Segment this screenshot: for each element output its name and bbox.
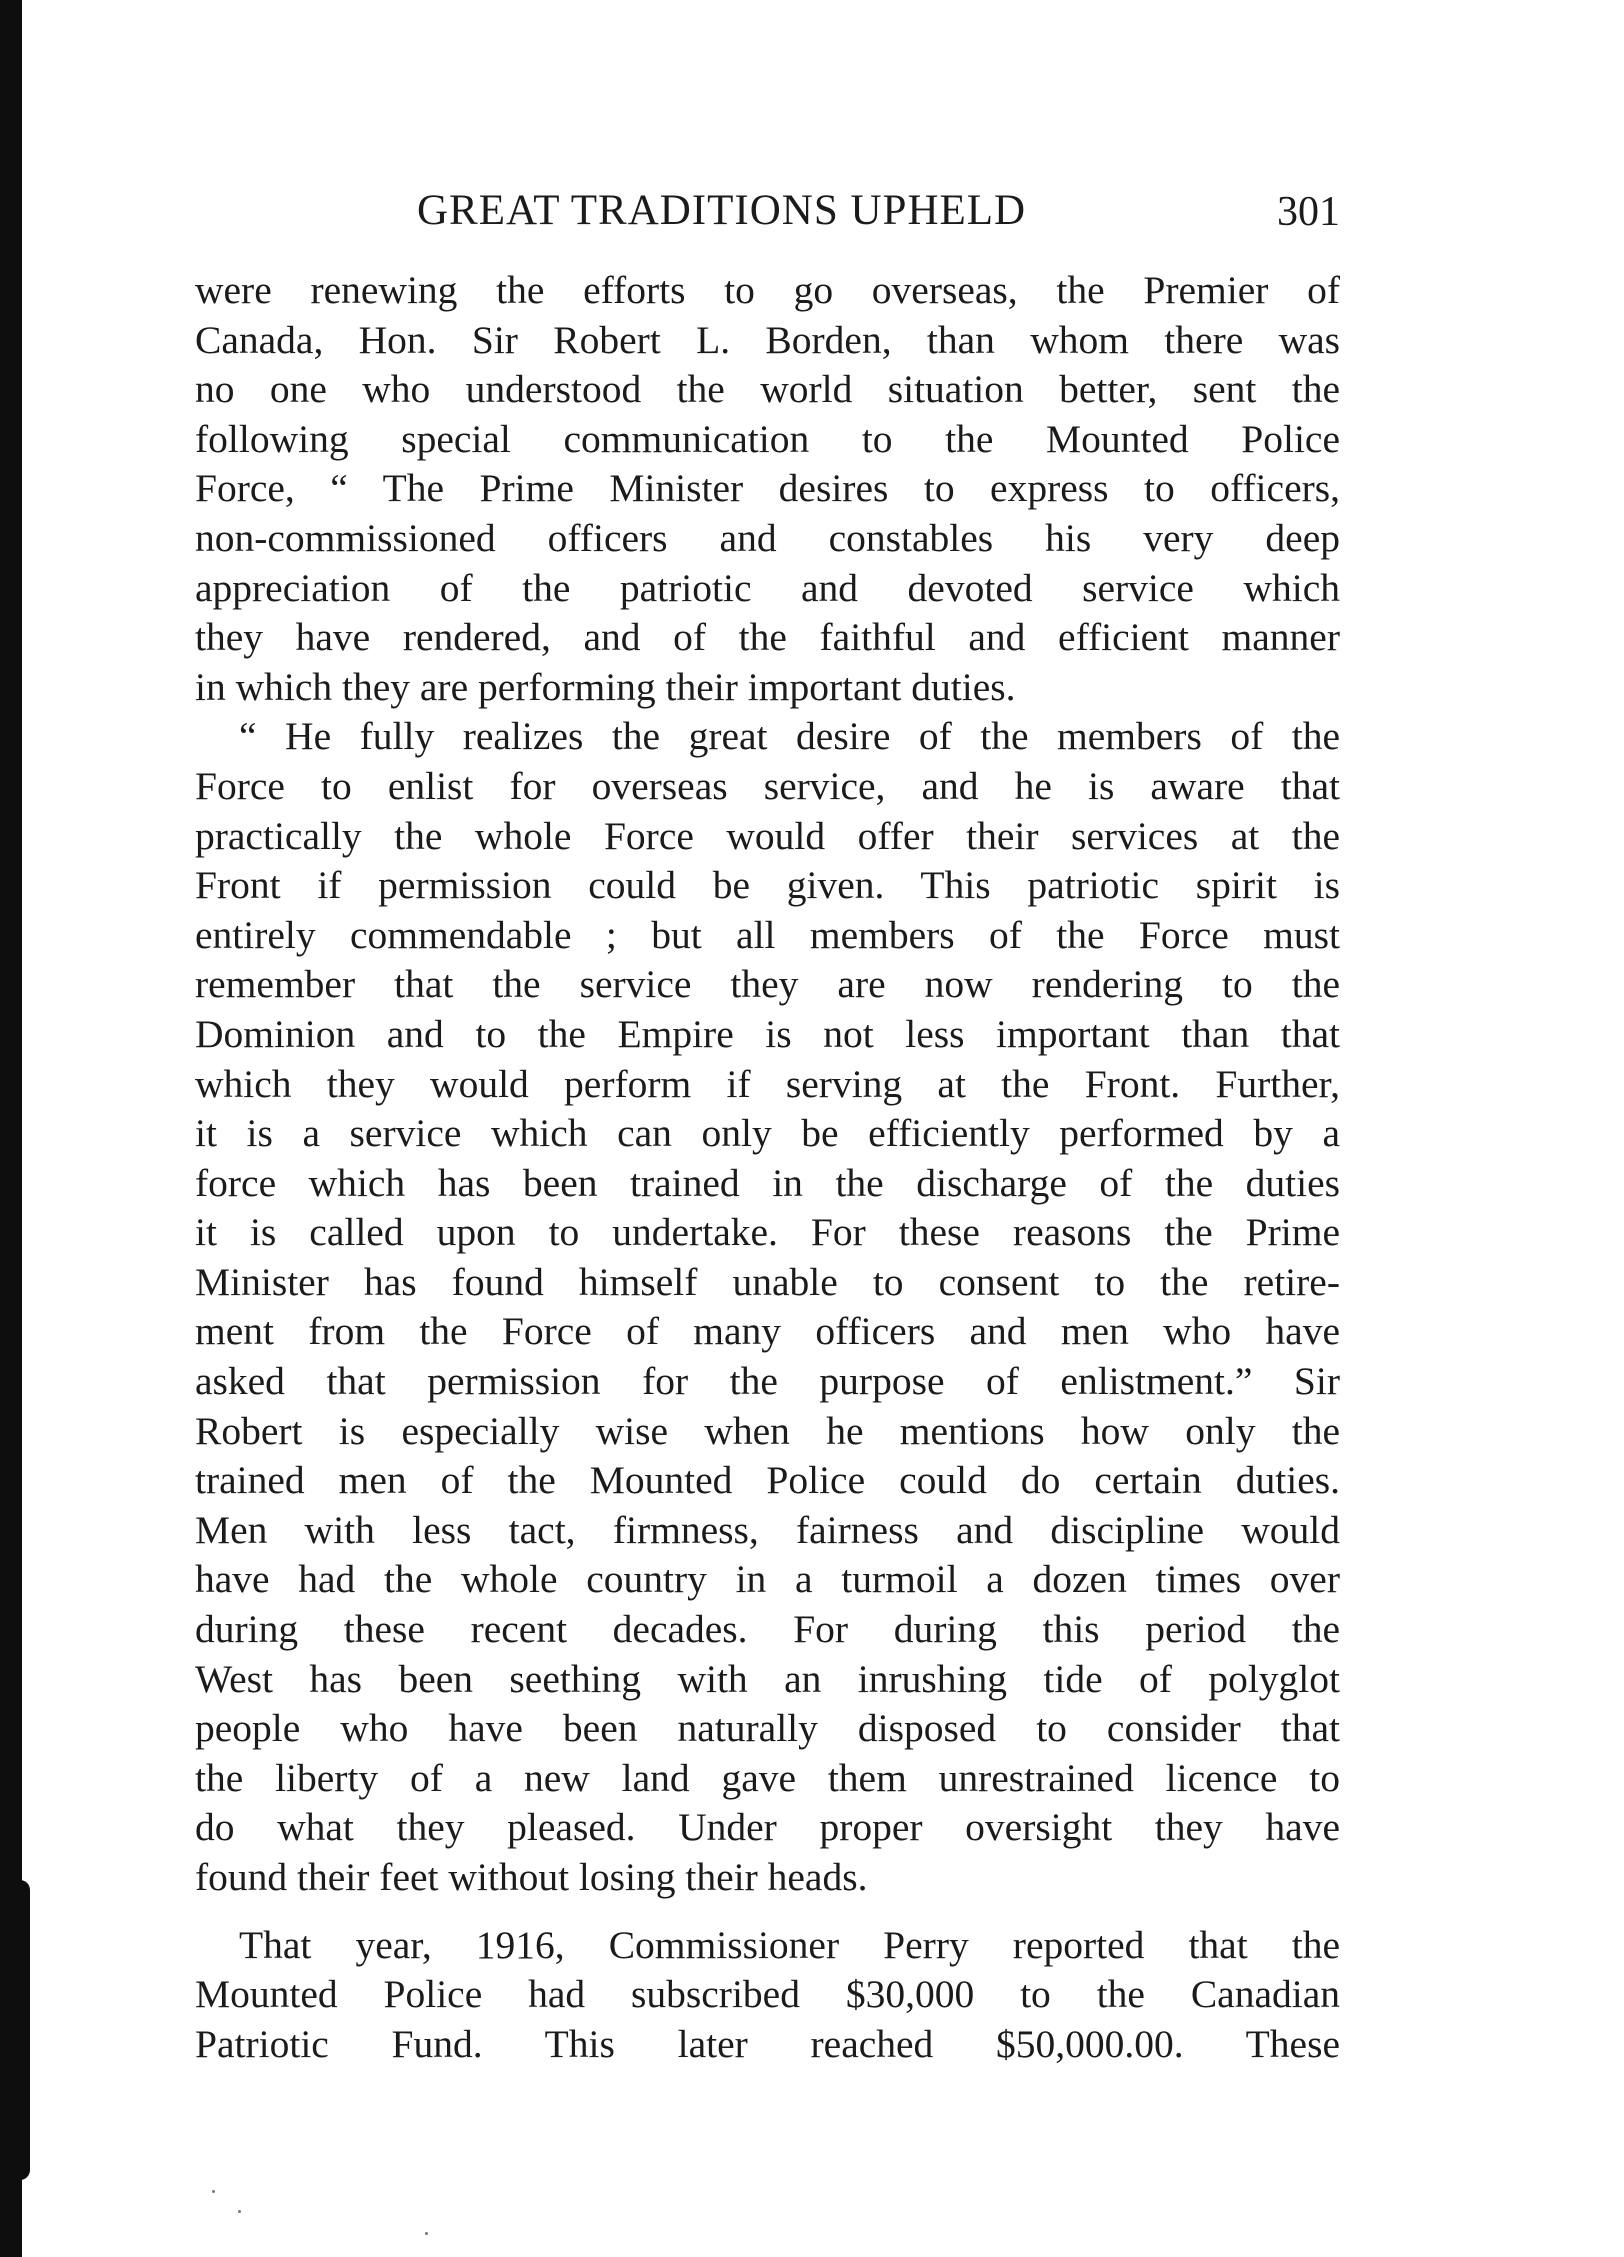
- text-line: That year, 1916, Commissioner Perry reported that the: [239, 1922, 1340, 1967]
- scan-speck: [425, 2232, 428, 2235]
- text-line: no one who understood the world situation better, sent the: [195, 367, 1340, 412]
- text-line: non-commissioned officers and constables his very deep: [195, 515, 1340, 560]
- text-line: remember that the service they are now rendering to the: [195, 962, 1340, 1007]
- text-line: trained men of the Mounted Police could do certain duties.: [195, 1458, 1340, 1503]
- text-line: were renewing the efforts to go overseas, the Premier of: [195, 268, 1340, 312]
- text-line: Robert is especially wise when he mentions how only the: [195, 1408, 1340, 1453]
- text-line: “ He fully realizes the great desire of the members of the: [239, 714, 1340, 759]
- text-line: Force to enlist for overseas service, and he is aware that: [195, 763, 1340, 808]
- scan-speck: [238, 2210, 241, 2213]
- text-line: people who have been naturally disposed to consider that: [195, 1706, 1340, 1751]
- text-line: they have rendered, and of the faithful and efficient manner: [195, 615, 1340, 660]
- text-line: have had the whole country in a turmoil a dozen times over: [195, 1557, 1340, 1602]
- text-line: Dominion and to the Empire is not less important than that: [195, 1011, 1340, 1056]
- page-number: 301: [1277, 189, 1340, 235]
- text-line: do what they pleased. Under proper oversight they have: [195, 1805, 1340, 1850]
- text-line: Force, “ The Prime Minister desires to express to officers,: [195, 466, 1340, 511]
- text-line: which they would perform if serving at the Front. Further,: [195, 1061, 1340, 1106]
- text-line: Canada, Hon. Sir Robert L. Borden, than whom there was: [195, 317, 1340, 362]
- text-line: it is a service which can only be efficiently performed by a: [195, 1111, 1340, 1156]
- text-line: during these recent decades. For during this period the: [195, 1607, 1340, 1652]
- running-title: GREAT TRADITIONS UPHELD: [417, 187, 1027, 234]
- text-line: found their feet without losing their heads.: [195, 1855, 868, 1899]
- scan-speck: [212, 2190, 215, 2193]
- text-line: Minister has found himself unable to consent to the retire-: [195, 1259, 1340, 1304]
- scanned-page-edge-lower: [0, 1880, 30, 2180]
- text-line: it is called upon to undertake. For these reasons the Prime: [195, 1210, 1340, 1255]
- running-header: [195, 186, 1340, 236]
- text-line: ment from the Force of many officers and men who have: [195, 1309, 1340, 1354]
- text-line: West has been seething with an inrushing tide of polyglot: [195, 1656, 1340, 1701]
- text-line: asked that permission for the purpose of enlistment.” Sir: [195, 1359, 1340, 1404]
- text-line: appreciation of the patriotic and devoted service which: [195, 565, 1340, 610]
- text-line: Men with less tact, firmness, fairness and discipline would: [195, 1507, 1340, 1552]
- text-line: Mounted Police had subscribed $30,000 to the Canadian: [195, 1972, 1340, 2017]
- text-line: force which has been trained in the discharge of the duties: [195, 1160, 1340, 1205]
- text-line: practically the whole Force would offer their services at the: [195, 813, 1340, 858]
- text-line: the liberty of a new land gave them unrestrained licence to: [195, 1755, 1340, 1800]
- text-line: entirely commendable ; but all members of the Force must: [195, 912, 1340, 957]
- text-line: in which they are performing their important duties.: [195, 664, 1016, 709]
- text-line: following special communication to the Mounted Police: [195, 416, 1340, 461]
- text-line: Patriotic Fund. This later reached $50,000.00. These: [195, 2021, 1340, 2066]
- body-text: [195, 266, 1340, 2069]
- text-line: Front if permission could be given. This patriotic spirit is: [195, 863, 1340, 908]
